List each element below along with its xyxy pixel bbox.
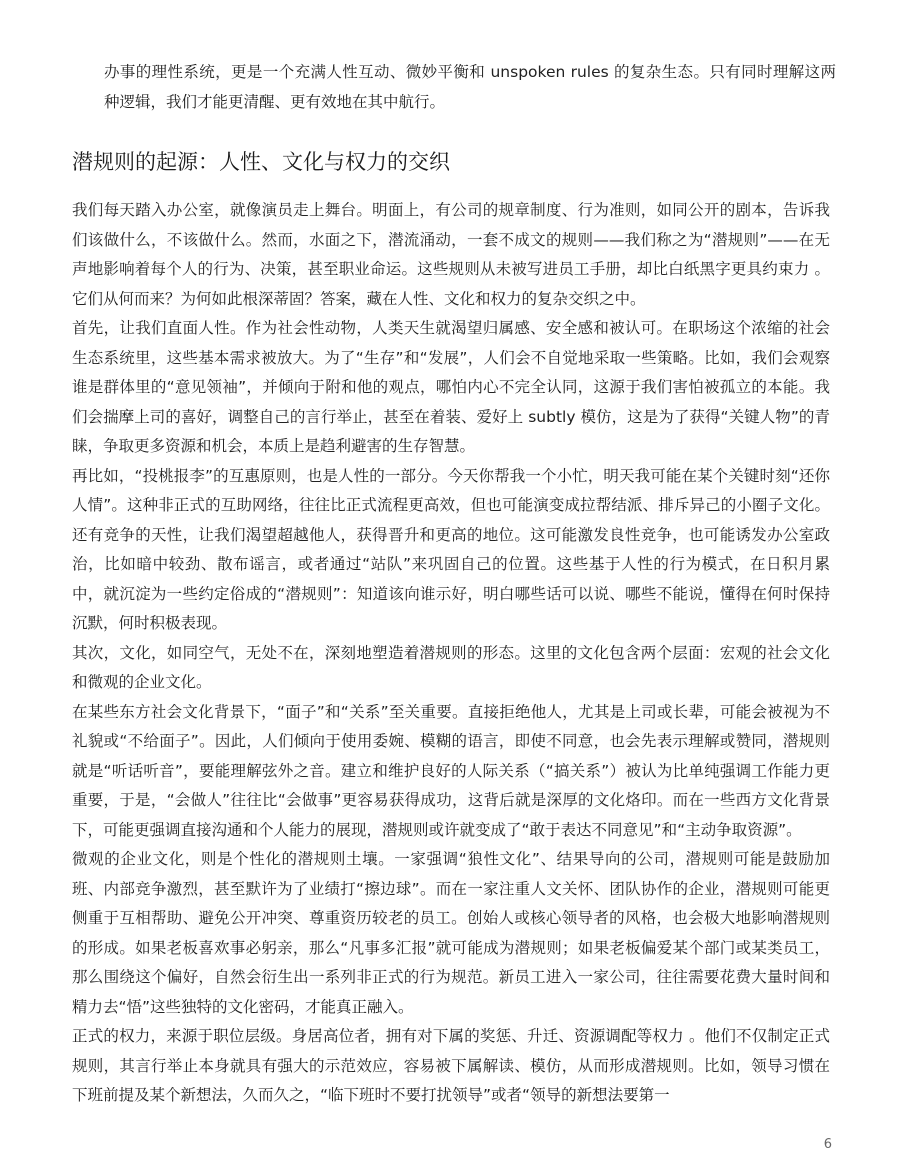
paragraph: 首先，让我们直面人性。作为社会性动物，人类天生就渴望归属感、安全感和被认可。在职场这个浓缩的社会生态系统里，这些基本需求被放大。为了“生存”和“发展”，人们会不自觉地采取一些策略。比如，我们会观察谁是群体里的“意见领袖”，并倾向于附和他的观点，哪怕内心不完全认同，这源于我们害怕被孤立的本能。我们会揣摩上司的喜好，调整自己的言行举止，甚至在着装、爱好上 subtly 模仿，这是为了获得“关键人物”的青睐，争取更多资源和机会，本质上是趋利避害的生存智慧。 <box>72 319 830 455</box>
paragraph: 再比如，“投桃报李”的互惠原则，也是人性的一部分。今天你帮我一个小忙，明天我可能在某个关键时刻“还你人情”。这种非正式的互助网络，往往比正式流程更高效，但也可能演变成拉帮结派、排斥异己的小圈子文化。还有竞争的天性，让我们渴望超越他人，获得晋升和更高的地位。这可能激发良性竞争，也可能诱发办公室政治，比如暗中较劲、散布谣言，或者通过“站队”来巩固自己的位置。这些基于人性的行为模式，在日积月累中，就沉淀为一些约定俗成的“潜规则”：知道该向谁示好，明白哪些话可以说、哪些不能说，懂得在何时保持沉默，何时积极表现。 <box>72 466 830 632</box>
body-text <box>72 196 830 1111</box>
paragraph: 在某些东方社会文化背景下，“面子”和“关系”至关重要。直接拒绝他人，尤其是上司或长辈，可能会被视为不礼貌或“不给面子”。因此，人们倾向于使用委婉、模糊的语言，即使不同意，也会先表示理解或赞同，潜规则就是“听话听音”，要能理解弦外之音。建立和维护良好的人际关系（“搞关系”）被认为比单纯强调工作能力更重要，于是，“会做人”往往比“会做事”更容易获得成功，这背后就是深厚的文化烙印。而在一些西方文化背景下，可能更强调直接沟通和个人能力的展现，潜规则或许就变成了“敢于表达不同意见”和“主动争取资源”。 <box>72 702 830 839</box>
section-heading: 潜规则的起源：人性、文化与权力的交织 <box>72 150 450 174</box>
page-number: 6 <box>823 1137 832 1152</box>
intro-paragraph: 办事的理性系统，更是一个充满人性互动、微妙平衡和 unspoken rules 的复杂生态。只有同时理解这两种逻辑，我们才能更清醒、更有效地在其中航行。 <box>104 63 836 111</box>
paragraph: 微观的企业文化，则是个性化的潜规则土壤。一家强调“狼性文化”、结果导向的公司，潜规则可能是鼓励加班、内部竞争激烈，甚至默许为了业绩打“擦边球”。而在一家注重人文关怀、团队协作的企业，潜规则可能更侧重于互相帮助、避免公开冲突、尊重资历较老的员工。创始人或核心领导者的风格，也会极大地影响潜规则的形成。如果老板喜欢事必躬亲，那么“凡事多汇报”就可能成为潜规则；如果老板偏爱某个部门或某类员工，那么围绕这个偏好，自然会衍生出一系列非正式的行为规范。新员工进入一家公司，往往需要花费大量时间和精力去“悟”这些独特的文化密码，才能真正融入。 <box>72 850 830 1016</box>
paragraph: 我们每天踏入办公室，就像演员走上舞台。明面上，有公司的规章制度、行为准则，如同公开的剧本，告诉我们该做什么，不该做什么。然而，水面之下，潜流涌动，一套不成文的规则——我们称之为“潜规则”——在无声地影响着每个人的行为、决策，甚至职业命运。这些规则从未被写进员工手册，却比白纸黑字更具约束力 。它们从何而来？为何如此根深蒂固？答案，藏在人性、文化和权力的复杂交织之中。 <box>72 201 830 308</box>
paragraph: 正式的权力，来源于职位层级。身居高位者，拥有对下属的奖惩、升迁、资源调配等权力 。他们不仅制定正式规则，其言行举止本身就具有强大的示范效应，容易被下属解读、模仿，从而形成潜规则。比如，领导习惯在下班前提及某个新想法，久而久之，“临下班时不要打扰领导”或者“领导的新想法要第一 <box>72 1027 830 1104</box>
paragraph: 其次，文化，如同空气，无处不在，深刻地塑造着潜规则的形态。这里的文化包含两个层面：宏观的社会文化和微观的企业文化。 <box>72 643 830 691</box>
